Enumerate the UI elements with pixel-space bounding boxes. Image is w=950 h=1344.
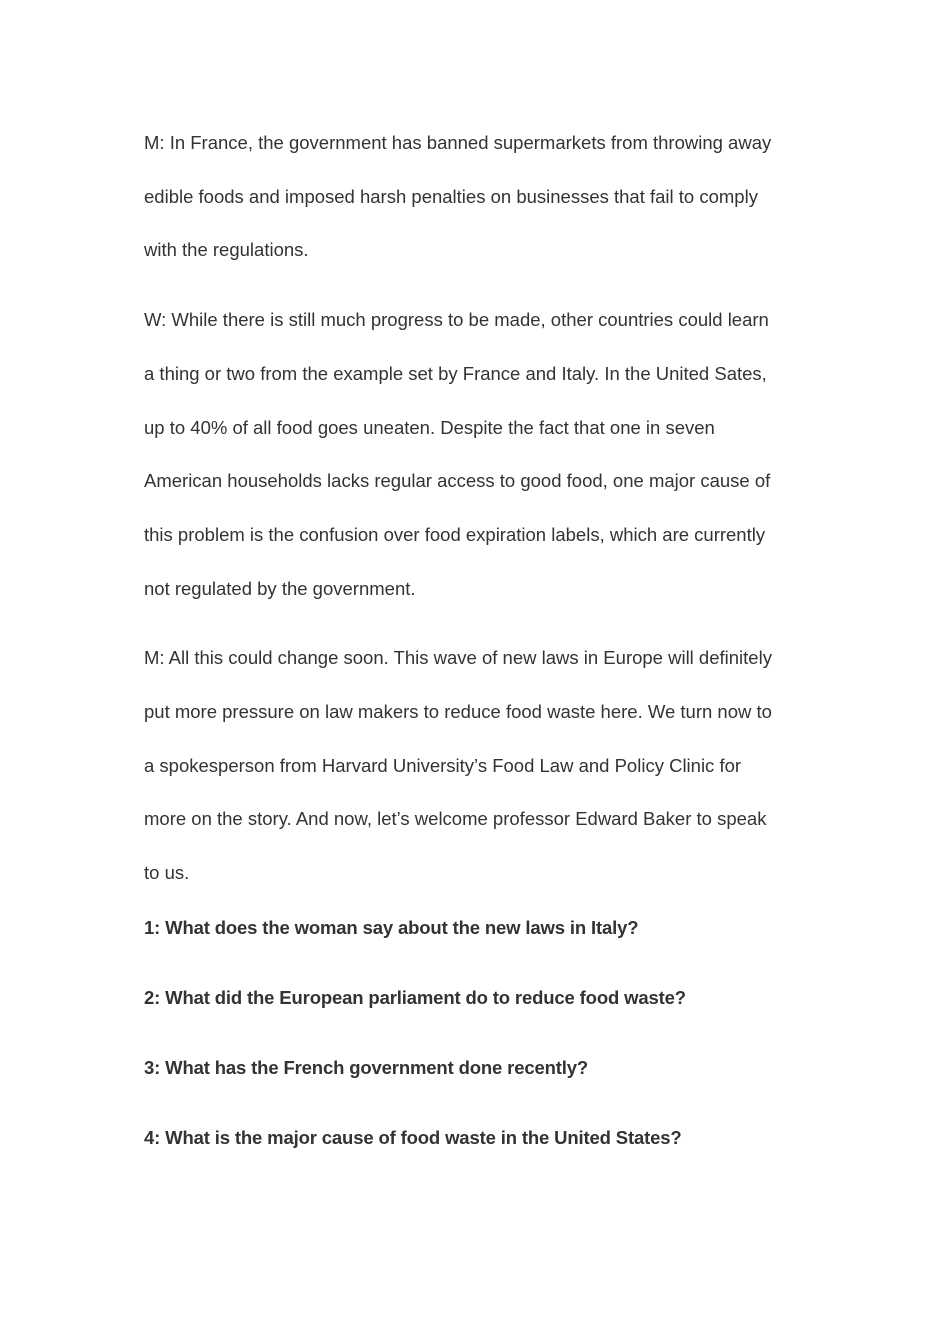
paragraph-line: this problem is the confusion over food expiration labels, which are currently	[144, 523, 766, 545]
question-2: 2: What did the European parliament do to reduce food waste?	[144, 986, 686, 1008]
paragraph-line: not regulated by the government.	[144, 577, 416, 599]
paragraph-line: a spokesperson from Harvard University’s Food Law and Policy Clinic for	[144, 754, 742, 776]
paragraph-line: up to 40% of all food goes uneaten. Despite the fact that one in seven	[144, 416, 715, 438]
question-1: 1: What does the woman say about the new laws in Italy?	[144, 916, 639, 938]
paragraph-line: a thing or two from the example set by France and Italy. In the United Sates,	[144, 362, 767, 384]
question-list	[144, 916, 804, 1150]
paragraph-line: more on the story. And now, let’s welcome professor Edward Baker to speak	[144, 808, 767, 830]
dialogue-paragraph-man-1	[144, 116, 804, 277]
paragraph-line: edible foods and imposed harsh penalties on businesses that fail to comply	[144, 185, 758, 207]
paragraph-line: put more pressure on law makers to reduce food waste here. We turn now to	[144, 701, 772, 723]
paragraph-line: to us.	[144, 862, 190, 884]
paragraph-line: M: All this could change soon. This wave of new laws in Europe will definitely	[144, 647, 772, 669]
paragraph-line: W: While there is still much progress to be made, other countries could learn	[144, 309, 769, 331]
document-page	[144, 116, 804, 1150]
question-3: 3: What has the French government done recently?	[144, 1056, 589, 1078]
paragraph-line: with the regulations.	[144, 239, 309, 261]
paragraph-line: M: In France, the government has banned supermarkets from throwing away	[144, 132, 772, 153]
dialogue-paragraph-man-2	[144, 631, 804, 900]
question-4: 4: What is the major cause of food waste in the United States?	[144, 1126, 682, 1148]
paragraph-line: American households lacks regular access to good food, one major cause of	[144, 470, 771, 492]
dialogue-paragraph-woman	[144, 293, 804, 615]
